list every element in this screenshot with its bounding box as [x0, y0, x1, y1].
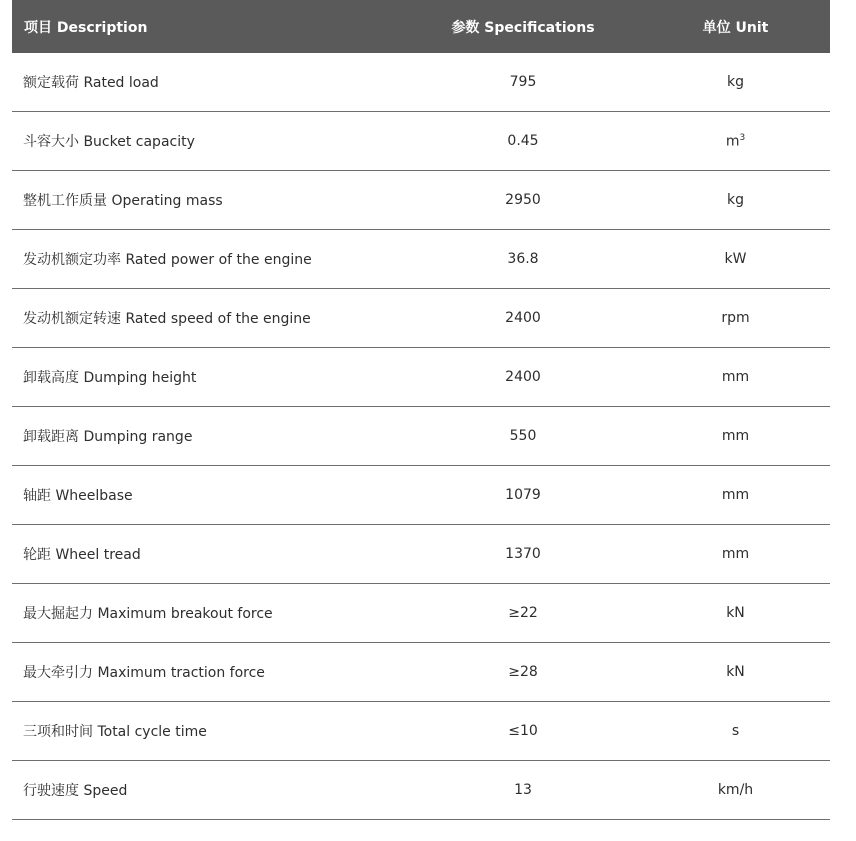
row-value: ≤10	[405, 702, 641, 761]
row-unit: km/h	[641, 761, 830, 820]
table-row	[12, 761, 830, 820]
row-unit-superscript: 3	[739, 132, 746, 143]
row-unit: kN	[641, 584, 830, 643]
row-unit: kW	[641, 230, 830, 289]
row-unit: mm	[641, 348, 830, 407]
row-unit: mm	[641, 466, 830, 525]
table-row	[12, 407, 830, 466]
header-description: 项目 Description	[12, 0, 405, 53]
table-body	[12, 53, 830, 820]
header-row	[12, 0, 830, 53]
row-description: 轴距 Wheelbase	[12, 466, 405, 525]
row-description: 发动机额定功率 Rated power of the engine	[12, 230, 405, 289]
row-description: 斗容大小 Bucket capacity	[12, 112, 405, 171]
row-description: 卸载距离 Dumping range	[12, 407, 405, 466]
row-value: 550	[405, 407, 641, 466]
table-row	[12, 289, 830, 348]
row-value: 0.45	[405, 112, 641, 171]
row-unit: kg	[641, 171, 830, 230]
row-unit: mm	[641, 525, 830, 584]
row-unit-cell	[641, 112, 830, 171]
row-description: 额定载荷 Rated load	[12, 53, 405, 112]
table-row	[12, 230, 830, 289]
row-description: 整机工作质量 Operating mass	[12, 171, 405, 230]
table-row	[12, 702, 830, 761]
row-unit: kN	[641, 643, 830, 702]
row-value: 2400	[405, 289, 641, 348]
row-value: 36.8	[405, 230, 641, 289]
row-description: 卸载高度 Dumping height	[12, 348, 405, 407]
row-value: ≥28	[405, 643, 641, 702]
row-description: 三项和时间 Total cycle time	[12, 702, 405, 761]
table-row	[12, 584, 830, 643]
row-unit: rpm	[641, 289, 830, 348]
table-row	[12, 525, 830, 584]
header-unit: 单位 Unit	[641, 0, 830, 53]
table-header	[12, 0, 830, 53]
row-unit: kg	[641, 53, 830, 112]
row-description: 最大掘起力 Maximum breakout force	[12, 584, 405, 643]
table-row	[12, 466, 830, 525]
row-description: 发动机额定转速 Rated speed of the engine	[12, 289, 405, 348]
table-row	[12, 171, 830, 230]
row-unit: s	[641, 702, 830, 761]
row-value: 2950	[405, 171, 641, 230]
table-row	[12, 53, 830, 112]
row-description: 最大牵引力 Maximum traction force	[12, 643, 405, 702]
row-value: 1079	[405, 466, 641, 525]
row-value: ≥22	[405, 584, 641, 643]
row-value: 795	[405, 53, 641, 112]
table-row	[12, 112, 830, 171]
table-row	[12, 643, 830, 702]
table-row	[12, 348, 830, 407]
row-value: 1370	[405, 525, 641, 584]
row-unit: mm	[641, 407, 830, 466]
row-unit: m	[725, 133, 740, 150]
specifications-table	[12, 0, 830, 820]
row-description: 行驶速度 Speed	[12, 761, 405, 820]
row-description: 轮距 Wheel tread	[12, 525, 405, 584]
header-specifications: 参数 Specifications	[405, 0, 641, 53]
row-value: 2400	[405, 348, 641, 407]
row-value: 13	[405, 761, 641, 820]
